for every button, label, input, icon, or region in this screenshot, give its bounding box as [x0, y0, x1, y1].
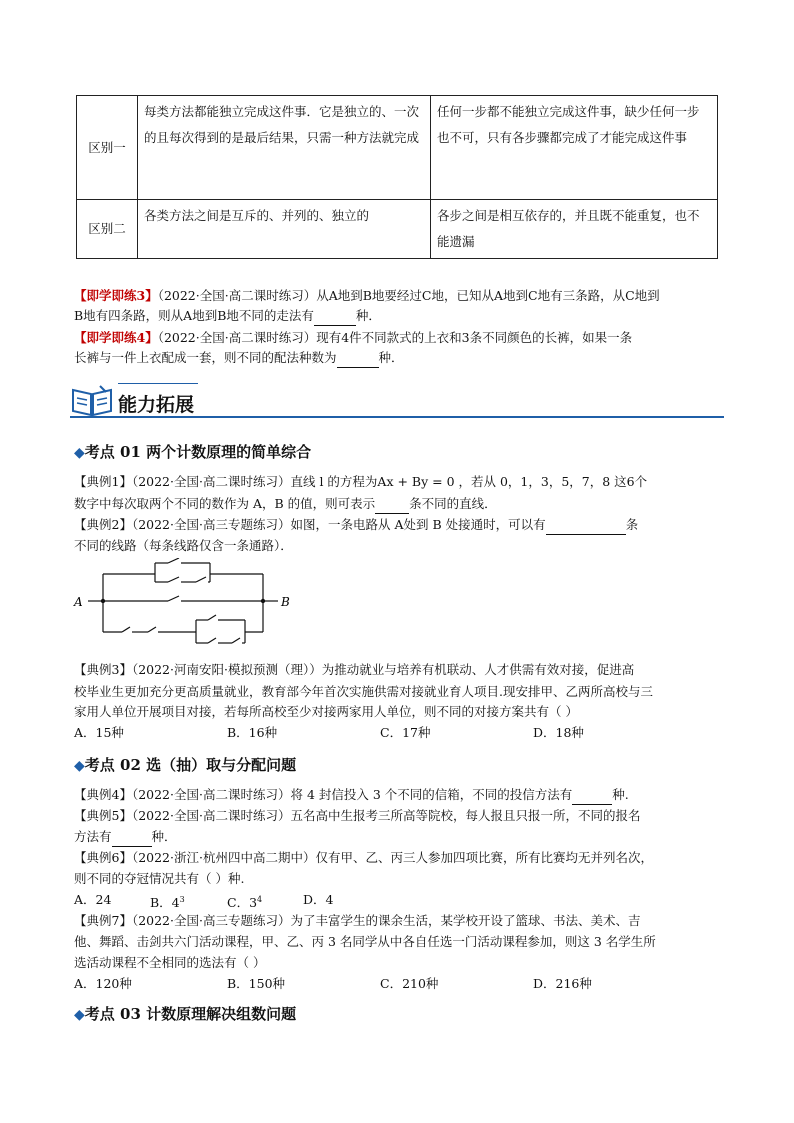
question-text: 种． — [355, 308, 381, 323]
example-tag: 【典例5】 — [74, 808, 132, 823]
node-b-label: B — [281, 595, 290, 609]
section-rule-top — [118, 383, 198, 384]
option-d[interactable]: D．4 — [303, 892, 334, 907]
answer-blank — [546, 520, 626, 535]
question-text: 家用人单位开展项目对接，若每所高校至少对接两家用人单位，则不同的对接方案共有（ ） — [74, 704, 578, 719]
example-tag: 【典例3】 — [74, 662, 132, 677]
example-tag: 【典例6】 — [74, 850, 132, 865]
question-text: 选活动课程不全相同的选法有（ ） — [74, 955, 266, 970]
question-text: B地有四条路，则从A地到B地不同的走法有 — [74, 308, 314, 323]
kp-title: 考点 01 两个计数原理的简单综合 — [84, 443, 312, 461]
answer-blank — [375, 499, 409, 514]
source: （2022·河南安阳·模拟预测（理）） — [131, 662, 322, 677]
question-text: 条不同的直线． — [409, 496, 497, 511]
question-text: 则不同的夺冠情况共有（ ）种. — [74, 871, 245, 886]
example-6-line2 — [74, 869, 724, 889]
section-title: 能力拓展 — [118, 394, 195, 416]
circuit-diagram — [70, 558, 300, 648]
option-c[interactable]: C．17种 — [380, 725, 431, 740]
source: （2022·全国·高二课时练习） — [157, 288, 317, 303]
question-text: 种. — [612, 787, 629, 802]
example-3-line3 — [74, 702, 724, 722]
example-7-line3 — [74, 953, 724, 973]
question-text: 种． — [378, 350, 404, 365]
source: （2022·全国·高二课时练习） — [131, 787, 291, 802]
answer-blank — [572, 790, 612, 805]
practice-4 — [74, 328, 724, 348]
example-7 — [74, 911, 724, 931]
answer-blank — [112, 832, 152, 847]
diamond-icon: ◆ — [74, 1007, 85, 1023]
node-a-label: A — [74, 595, 83, 609]
question-text: 从A地到B地要经过C地，已知从A地到C地有三条路，从C地到 — [316, 288, 660, 303]
question-text: 将 4 封信投入 3 个不同的信箱，不同的投信方法有 — [290, 787, 573, 802]
question-text: 不同的线路（每条线路仅含一条通路）． — [74, 538, 293, 553]
question-text: 五名高中生报考三所高等院校，每人报且只报一所，不同的报名 — [290, 808, 641, 823]
table-cell: 各类方法之间是互斥的、并列的、独立的 — [138, 200, 431, 259]
option-a[interactable]: A．24 — [74, 892, 112, 907]
table-row — [77, 200, 718, 259]
question-text: 条 — [625, 517, 639, 532]
source: （2022·浙江·杭州四中高二期中） — [131, 850, 316, 865]
example-7-line2 — [74, 932, 724, 952]
example-2 — [74, 515, 724, 535]
example-tag: 【典例7】 — [74, 913, 132, 928]
option-b[interactable]: B．16种 — [227, 725, 278, 740]
source: （2022·全国·高二课时练习） — [131, 808, 291, 823]
question-text: 仅有甲、乙、丙三人参加四项比赛，所有比赛均无并列名次， — [315, 850, 653, 865]
example-1 — [74, 472, 724, 492]
option-b[interactable]: B．150种 — [227, 976, 286, 991]
source: （2022·全国·高三专题练习） — [131, 517, 291, 532]
comparison-table — [76, 95, 718, 259]
example-3-line2 — [74, 682, 724, 702]
answer-blank — [314, 311, 356, 326]
book-icon — [70, 384, 114, 418]
practice-tag: 【即学即练3】 — [74, 288, 158, 303]
answer-blank — [337, 353, 379, 368]
question-text: 为推动就业与培养有机联动、人才供需有效对接，促进高 — [321, 662, 635, 677]
source: （2022·全国·高二课时练习） — [157, 330, 317, 345]
row-label: 区别一 — [77, 96, 138, 200]
question-text: 如图，一条电路从 A处到 B 处接通时，可以有 — [290, 517, 546, 532]
practice-3 — [74, 286, 724, 306]
option-c[interactable]: C．210种 — [380, 976, 439, 991]
kp-heading-1 — [74, 441, 311, 462]
option-a[interactable]: A．15种 — [74, 725, 124, 740]
example-6 — [74, 848, 724, 868]
kp-heading-2 — [74, 754, 296, 775]
diamond-icon: ◆ — [74, 445, 85, 461]
question-text: 现有4件不同款式的上衣和3条不同颜色的长裤，如果一条 — [316, 330, 633, 345]
example-5 — [74, 806, 724, 826]
table-row — [77, 96, 718, 200]
practice-3-line2 — [74, 306, 724, 326]
row-label: 区别二 — [77, 200, 138, 259]
option-a[interactable]: A．120种 — [74, 976, 132, 991]
practice-4-line2 — [74, 348, 724, 368]
question-text: 为了丰富学生的课余生活，某学校开设了篮球、书法、美术、吉 — [290, 913, 641, 928]
question-text: 数字中每次取两个不同的数作为 A，B 的值，则可表示 — [74, 496, 376, 511]
question-text: 他、舞蹈、击剑共六门活动课程，甲、乙、丙 3 名同学从中各自任选一门活动课程参加，则这 3 名学生所 — [74, 934, 656, 949]
option-b[interactable]: B．$4^3$ — [150, 895, 185, 911]
example-2-line2 — [74, 536, 724, 556]
table-cell: 任何一步都不能独立完成这件事，缺少任何一步也不可，只有各步骤都完成了才能完成这件事 — [431, 96, 718, 200]
table-cell: 每类方法都能独立完成这件事．它是独立的、一次的且每次得到的是最后结果，只需一种方法就完成 — [138, 96, 431, 200]
section-rule — [70, 416, 724, 418]
table-cell: 各步之间是相互依存的，并且既不能重复，也不能遗漏 — [431, 200, 718, 259]
question-text: 直线 l 的方程为Ax + By = 0 ，若从 0，1，3，5，7，8 这6个 — [290, 474, 648, 489]
kp-heading-3 — [74, 1003, 296, 1024]
question-text: 种． — [151, 829, 177, 844]
source: （2022·全国·高三专题练习） — [131, 913, 291, 928]
source: （2022·全国·高二课时练习） — [131, 474, 291, 489]
option-d[interactable]: D．18种 — [533, 725, 584, 740]
question-text: 长裤与一件上衣配成一套，则不同的配法种数为 — [74, 350, 337, 365]
practice-tag: 【即学即练4】 — [74, 330, 158, 345]
option-d[interactable]: D．216种 — [533, 976, 592, 991]
diamond-icon: ◆ — [74, 758, 85, 774]
option-c[interactable]: C．$3^4$ — [227, 895, 263, 911]
example-4 — [74, 785, 724, 805]
question-text: 方法有 — [74, 829, 112, 844]
question-text: 校毕业生更加充分更高质量就业，教育部今年首次实施供需对接就业育人项目.现安排甲、乙两所高校与三 — [74, 684, 653, 699]
example-tag: 【典例1】 — [74, 474, 132, 489]
example-tag: 【典例4】 — [74, 787, 132, 802]
example-1-line2 — [74, 494, 724, 514]
example-tag: 【典例2】 — [74, 517, 132, 532]
kp-title: 考点 03 计数原理解决组数问题 — [84, 1005, 297, 1023]
example-5-line2 — [74, 827, 724, 847]
example-3 — [74, 660, 724, 680]
kp-title: 考点 02 选（抽）取与分配问题 — [84, 756, 297, 774]
